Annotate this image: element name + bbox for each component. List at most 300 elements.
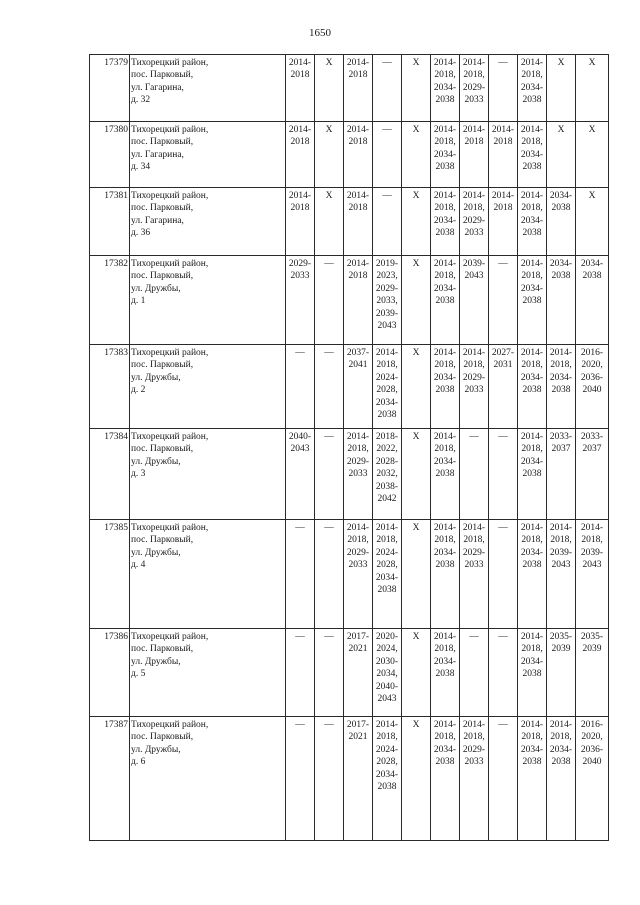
period-line: 2014- <box>288 58 312 68</box>
period-line: 2034- <box>549 191 573 201</box>
period-line: 2018, <box>521 137 543 148</box>
period-line: 2028, <box>376 757 398 768</box>
period-cell <box>402 345 431 429</box>
period-line: 2033 <box>464 95 484 106</box>
period-cell <box>460 256 489 345</box>
address-line: Тихорецкий район, <box>131 191 209 201</box>
address-line: ул. Дружбы, <box>131 372 181 383</box>
row-number: 17387 <box>90 717 130 841</box>
period-line: — <box>324 432 334 442</box>
period-line: 2014- <box>433 720 457 730</box>
period-line: 2038 <box>522 469 542 480</box>
period-line: X <box>588 191 596 201</box>
address-line: ул. Гагарина, <box>131 82 184 93</box>
period-cell <box>460 429 489 520</box>
period-line: 2014- <box>433 523 457 533</box>
period-cell <box>547 188 576 256</box>
address-line: д. 2 <box>131 385 146 396</box>
period-cell <box>286 520 315 629</box>
period-line: 2021 <box>348 644 368 655</box>
row-number: 17385 <box>90 520 130 629</box>
period-line: 2028, <box>376 560 398 571</box>
period-line: 2024- <box>375 547 399 558</box>
period-cell <box>315 345 344 429</box>
period-line: 2018, <box>463 535 485 546</box>
period-line: 2018, <box>521 444 543 455</box>
period-line: 2036- <box>580 372 604 383</box>
period-cell <box>576 717 609 841</box>
period-line: 2033- <box>549 432 573 442</box>
period-line: 2034- <box>375 572 399 583</box>
period-line: 2043 <box>464 271 484 282</box>
period-line: 2014- <box>433 632 457 642</box>
address-cell <box>130 122 286 188</box>
address-line: Тихорецкий район, <box>131 125 209 135</box>
period-cell <box>547 122 576 188</box>
period-line: 2033 <box>348 560 368 571</box>
period-line: 2034- <box>433 283 457 294</box>
period-cell <box>286 256 315 345</box>
period-line: 2018 <box>290 137 310 148</box>
period-cell <box>460 345 489 429</box>
period-cell <box>431 629 460 717</box>
period-cell <box>547 520 576 629</box>
period-line: 2038 <box>522 162 542 173</box>
period-line: — <box>324 632 334 642</box>
period-line: 2034- <box>375 397 399 408</box>
row-number: 17379 <box>90 55 130 122</box>
period-line: 2018 <box>493 203 513 214</box>
period-line: 2039- <box>375 308 399 319</box>
period-line: X <box>325 58 333 68</box>
period-line: 2029- <box>346 456 370 467</box>
period-line: 2014- <box>375 523 399 533</box>
period-cell <box>518 55 547 122</box>
period-line: 2014- <box>520 191 544 201</box>
period-line: 2038 <box>522 385 542 396</box>
address-line: ул. Дружбы, <box>131 656 181 667</box>
period-line: 2018, <box>434 271 456 282</box>
period-line: X <box>588 58 596 68</box>
period-cell <box>518 122 547 188</box>
period-line: 2038 <box>435 385 455 396</box>
table-row <box>90 188 609 256</box>
period-cell <box>373 520 402 629</box>
period-cell <box>344 345 373 429</box>
period-line: 2019- <box>375 259 399 269</box>
period-line: 2027- <box>491 348 515 358</box>
period-cell <box>344 429 373 520</box>
period-line: 2024- <box>375 744 399 755</box>
period-cell <box>547 717 576 841</box>
period-line: 2014- <box>433 432 457 442</box>
period-line: 2014- <box>462 720 486 730</box>
period-cell <box>518 345 547 429</box>
period-line: 2018 <box>348 137 368 148</box>
period-cell <box>402 717 431 841</box>
address-line: д. 5 <box>131 669 146 680</box>
period-cell <box>576 520 609 629</box>
period-line: 2018, <box>376 732 398 743</box>
period-line: 2038 <box>551 385 571 396</box>
period-line: — <box>498 58 508 68</box>
address-line: Тихорецкий район, <box>131 720 209 730</box>
period-line: 2014- <box>491 125 515 135</box>
period-line: 2038 <box>435 95 455 106</box>
housing-register-table <box>89 54 609 841</box>
period-line: — <box>382 191 392 201</box>
period-line: 2014- <box>580 523 604 533</box>
address-line: пос. Парковый, <box>131 271 194 282</box>
period-cell <box>489 345 518 429</box>
period-line: 2038- <box>375 481 399 492</box>
period-line: 2033 <box>464 757 484 768</box>
table-row <box>90 629 609 717</box>
period-cell <box>315 629 344 717</box>
period-cell <box>460 717 489 841</box>
period-line: 2014- <box>375 348 399 358</box>
period-cell <box>315 55 344 122</box>
period-cell <box>431 188 460 256</box>
period-cell <box>460 520 489 629</box>
period-line: 2018 <box>464 137 484 148</box>
period-line: 2029- <box>375 283 399 294</box>
period-cell <box>373 429 402 520</box>
row-number: 17383 <box>90 345 130 429</box>
period-line: 2034- <box>433 744 457 755</box>
period-line: 2018, <box>434 644 456 655</box>
period-line: 2014- <box>433 125 457 135</box>
period-line: 2014- <box>433 191 457 201</box>
period-cell <box>431 345 460 429</box>
period-cell <box>315 717 344 841</box>
period-line: 2034- <box>549 259 573 269</box>
period-line: 2038 <box>377 410 397 421</box>
period-line: — <box>382 125 392 135</box>
period-line: 2037 <box>582 444 602 455</box>
period-line: 2039 <box>582 644 602 655</box>
address-line: ул. Дружбы, <box>131 283 181 294</box>
table-row <box>90 55 609 122</box>
period-cell <box>286 429 315 520</box>
period-line: 2017- <box>346 632 370 642</box>
period-line: 2014- <box>520 58 544 68</box>
period-cell <box>489 188 518 256</box>
address-cell <box>130 629 286 717</box>
period-line: 2014- <box>462 191 486 201</box>
address-line: пос. Парковый, <box>131 444 194 455</box>
period-line: 2034- <box>433 82 457 93</box>
period-line: 2018 <box>290 203 310 214</box>
address-cell <box>130 256 286 345</box>
period-line: 2034- <box>520 82 544 93</box>
address-line: д. 34 <box>131 162 151 173</box>
period-line: 2038 <box>435 296 455 307</box>
period-line: 2033 <box>464 228 484 239</box>
table-row <box>90 122 609 188</box>
period-line: 2038 <box>582 271 602 282</box>
period-line: 2020, <box>581 360 603 371</box>
period-cell <box>286 188 315 256</box>
period-line: 2018 <box>290 70 310 81</box>
period-line: — <box>324 259 334 269</box>
period-line: X <box>412 720 420 730</box>
address-line: пос. Парковый, <box>131 203 194 214</box>
period-line: X <box>412 259 420 269</box>
period-line: 2031 <box>493 360 513 371</box>
period-line: — <box>498 432 508 442</box>
period-line: 2018, <box>521 360 543 371</box>
row-number: 17381 <box>90 188 130 256</box>
period-cell <box>518 188 547 256</box>
period-line: 2018, <box>434 444 456 455</box>
period-cell <box>402 256 431 345</box>
period-line: 2014- <box>520 720 544 730</box>
period-line: 2034- <box>520 372 544 383</box>
period-line: 2038 <box>522 669 542 680</box>
period-line: 2034- <box>520 149 544 160</box>
period-cell <box>402 520 431 629</box>
period-line: 2038 <box>551 271 571 282</box>
period-line: 2034- <box>520 283 544 294</box>
address-line: д. 3 <box>131 469 146 480</box>
period-line: 2018, <box>434 203 456 214</box>
period-line: X <box>412 348 420 358</box>
address-line: Тихорецкий район, <box>131 259 209 269</box>
period-line: 2038 <box>435 560 455 571</box>
period-line: 2033, <box>376 296 398 307</box>
period-cell <box>460 629 489 717</box>
period-line: 2038 <box>522 560 542 571</box>
period-line: 2040 <box>582 757 602 768</box>
period-cell <box>547 55 576 122</box>
period-line: 2014- <box>520 632 544 642</box>
period-line: 2038 <box>551 757 571 768</box>
period-cell <box>489 520 518 629</box>
period-line: 2018, <box>434 535 456 546</box>
address-line: ул. Дружбы, <box>131 547 181 558</box>
period-line: 2039- <box>462 259 486 269</box>
register-body <box>90 55 609 841</box>
period-line: — <box>324 523 334 533</box>
period-line: 2033 <box>464 385 484 396</box>
address-line: д. 4 <box>131 560 146 571</box>
address-line: Тихорецкий район, <box>131 632 209 642</box>
period-cell <box>402 55 431 122</box>
period-line: 2014- <box>462 523 486 533</box>
period-cell <box>431 55 460 122</box>
address-line: Тихорецкий район, <box>131 348 209 358</box>
period-line: X <box>412 632 420 642</box>
period-line: 2033- <box>580 432 604 442</box>
period-cell <box>547 629 576 717</box>
period-cell <box>431 256 460 345</box>
period-cell <box>518 429 547 520</box>
period-line: — <box>469 632 479 642</box>
period-line: 2035- <box>580 632 604 642</box>
period-line: 2018, <box>463 732 485 743</box>
period-cell <box>576 188 609 256</box>
period-line: 2035- <box>549 632 573 642</box>
period-line: 2038 <box>435 757 455 768</box>
period-line: 2038 <box>435 228 455 239</box>
table-row <box>90 256 609 345</box>
period-line: 2018 <box>348 70 368 81</box>
period-cell <box>402 629 431 717</box>
period-line: 2043 <box>377 321 397 332</box>
period-line: 2036- <box>580 744 604 755</box>
period-line: 2040- <box>375 681 399 692</box>
period-line: 2037 <box>551 444 571 455</box>
table-row <box>90 520 609 629</box>
period-line: 2043 <box>582 560 602 571</box>
address-cell <box>130 188 286 256</box>
period-cell <box>315 520 344 629</box>
period-cell <box>286 717 315 841</box>
period-line: — <box>324 720 334 730</box>
row-number: 17384 <box>90 429 130 520</box>
period-line: X <box>557 58 565 68</box>
period-line: — <box>382 58 392 68</box>
period-cell <box>489 429 518 520</box>
period-cell <box>286 55 315 122</box>
period-line: 2034- <box>433 215 457 226</box>
period-line: 2023, <box>376 271 398 282</box>
period-line: 2018, <box>550 732 572 743</box>
period-line: 2014- <box>288 191 312 201</box>
period-line: 2034, <box>376 669 398 680</box>
period-line: 2038 <box>551 203 571 214</box>
period-cell <box>373 122 402 188</box>
period-line: 2033 <box>464 560 484 571</box>
period-line: 2014- <box>433 58 457 68</box>
period-line: 2037- <box>346 348 370 358</box>
period-line: 2014- <box>549 348 573 358</box>
period-line: 2038 <box>435 469 455 480</box>
period-line: 2029- <box>462 547 486 558</box>
period-line: 2029- <box>462 372 486 383</box>
period-line: 2043 <box>551 560 571 571</box>
period-line: 2034- <box>549 372 573 383</box>
period-line: 2014- <box>520 523 544 533</box>
period-line: 2014- <box>346 259 370 269</box>
address-line: д. 6 <box>131 757 146 768</box>
period-line: — <box>498 259 508 269</box>
period-line: 2041 <box>348 360 368 371</box>
period-cell <box>373 717 402 841</box>
address-line: д. 1 <box>131 296 146 307</box>
period-line: — <box>498 632 508 642</box>
period-cell <box>344 629 373 717</box>
period-cell <box>431 122 460 188</box>
period-line: — <box>498 720 508 730</box>
period-cell <box>460 188 489 256</box>
period-line: 2033 <box>348 469 368 480</box>
period-line: 2014- <box>520 125 544 135</box>
period-line: 2018 <box>493 137 513 148</box>
period-line: 2034- <box>433 456 457 467</box>
address-line: пос. Парковый, <box>131 360 194 371</box>
period-line: 2014- <box>288 125 312 135</box>
period-line: 2018, <box>434 360 456 371</box>
period-cell <box>489 55 518 122</box>
period-cell <box>431 717 460 841</box>
table-row <box>90 429 609 520</box>
period-line: 2014- <box>491 191 515 201</box>
period-line: X <box>412 191 420 201</box>
period-cell <box>460 55 489 122</box>
period-cell <box>547 345 576 429</box>
period-cell <box>576 345 609 429</box>
address-cell <box>130 429 286 520</box>
period-line: 2014- <box>346 58 370 68</box>
period-cell <box>315 256 344 345</box>
period-line: 2016- <box>580 348 604 358</box>
period-cell <box>315 429 344 520</box>
period-line: 2034- <box>375 769 399 780</box>
period-cell <box>315 122 344 188</box>
period-line: X <box>325 125 333 135</box>
period-line: X <box>412 58 420 68</box>
period-cell <box>489 717 518 841</box>
period-cell <box>373 629 402 717</box>
period-cell <box>576 256 609 345</box>
period-line: 2033 <box>290 271 310 282</box>
period-line: 2018, <box>463 360 485 371</box>
period-line: — <box>295 523 305 533</box>
period-line: 2014- <box>346 125 370 135</box>
address-cell <box>130 55 286 122</box>
period-line: 2034- <box>520 215 544 226</box>
period-line: X <box>325 191 333 201</box>
period-cell <box>344 188 373 256</box>
address-line: Тихорецкий район, <box>131 523 209 533</box>
period-cell <box>518 629 547 717</box>
period-line: 2020- <box>375 632 399 642</box>
period-line: 2018, <box>434 70 456 81</box>
period-cell <box>286 629 315 717</box>
period-cell <box>518 717 547 841</box>
period-line: 2014- <box>520 348 544 358</box>
address-cell <box>130 717 286 841</box>
period-line: — <box>295 348 305 358</box>
address-line: пос. Парковый, <box>131 137 194 148</box>
period-line: 2029- <box>462 82 486 93</box>
period-line: 2018 <box>348 203 368 214</box>
period-line: 2014- <box>549 523 573 533</box>
row-number: 17380 <box>90 122 130 188</box>
period-line: 2034- <box>520 744 544 755</box>
period-line: 2034- <box>433 372 457 383</box>
period-line: 2038 <box>522 757 542 768</box>
period-line: 2039- <box>580 547 604 558</box>
period-cell <box>373 188 402 256</box>
period-line: — <box>498 523 508 533</box>
address-line: ул. Дружбы, <box>131 744 181 755</box>
period-cell <box>576 55 609 122</box>
period-line: 2018, <box>434 732 456 743</box>
period-line: 2018, <box>521 70 543 81</box>
period-cell <box>576 122 609 188</box>
period-line: 2018, <box>521 271 543 282</box>
period-line: 2034- <box>520 456 544 467</box>
period-line: 2029- <box>462 744 486 755</box>
period-line: 2038 <box>522 95 542 106</box>
period-line: X <box>412 432 420 442</box>
period-line: 2018, <box>550 360 572 371</box>
period-line: X <box>588 125 596 135</box>
period-line: 2014- <box>346 432 370 442</box>
